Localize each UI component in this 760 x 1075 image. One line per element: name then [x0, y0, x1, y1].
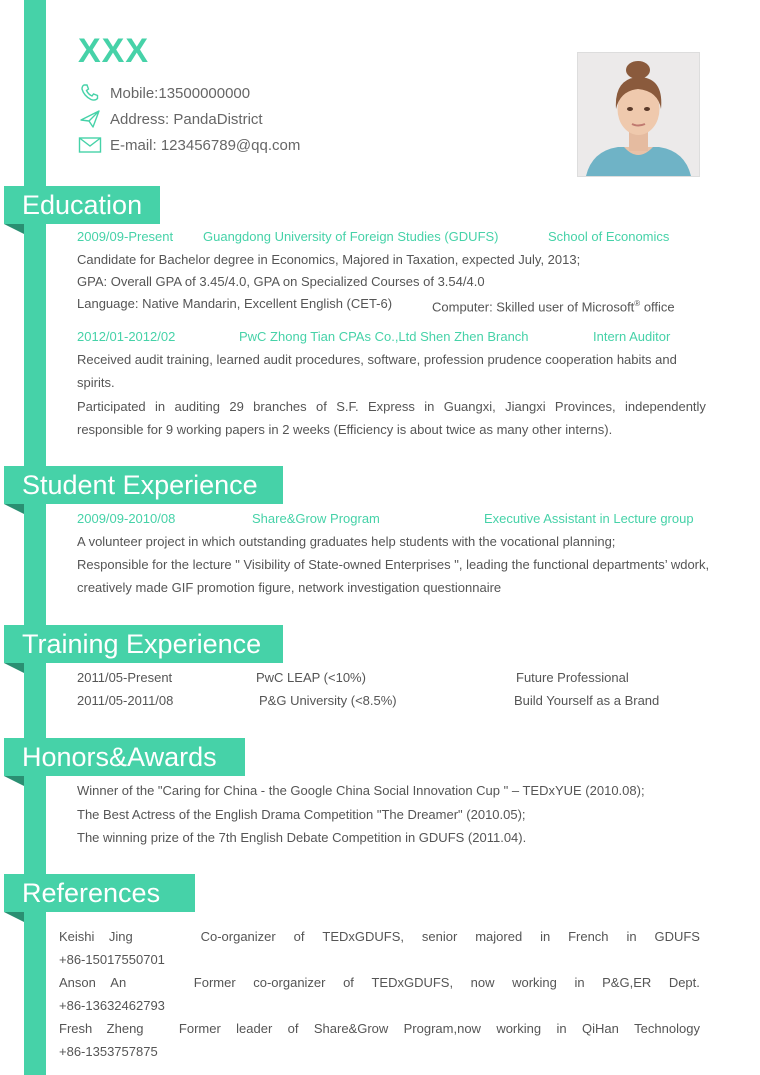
education-computer: Computer: Skilled user of Microsoft® office	[432, 299, 675, 315]
banner-fold	[4, 224, 24, 234]
internship-detail-2: spirits.	[77, 375, 115, 390]
education-language: Language: Native Mandarin, Excellent English (CET-6)	[77, 296, 393, 311]
internship-period: 2012/01-2012/02	[77, 329, 176, 344]
training-period: 2011/05-Present	[77, 670, 173, 685]
internship-detail-4: responsible for 9 working papers in 2 weeks (Efficiency is about twice as many other interns).	[77, 422, 613, 437]
reference-entry	[59, 1020, 700, 1038]
training-name: P&G University (<8.5%)	[259, 693, 397, 708]
reference-word: working	[496, 1021, 542, 1036]
internship-role: Intern Auditor	[593, 329, 671, 344]
honor-item: Winner of the "Caring for China - the Google China Social Innovation Cup " – TEDxYUE (2010.08);	[77, 783, 645, 798]
training-title: Build Yourself as a Brand	[514, 693, 660, 708]
envelope-icon	[78, 134, 102, 156]
reference-phone: +86-15017550701	[59, 952, 165, 967]
candidate-name: XXX	[78, 32, 150, 70]
reference-word: in	[556, 1021, 567, 1036]
reference-word: of	[293, 929, 305, 944]
reference-name: Anson An	[59, 975, 127, 990]
section-banner-honors-awards: Honors&Awards	[4, 738, 245, 776]
reference-entry	[59, 928, 700, 946]
banner-fold	[4, 504, 24, 514]
reference-word: TEDxGDUFS,	[371, 975, 454, 990]
address-text: Address: PandaDistrict	[110, 110, 263, 128]
reference-word: senior	[421, 929, 458, 944]
contact-email	[78, 134, 300, 156]
reference-word: Technology	[634, 1021, 700, 1036]
reference-word: majored	[475, 929, 523, 944]
honor-item: The Best Actress of the English Drama Competition "The Dreamer" (2010.05);	[77, 807, 526, 822]
reference-word: GDUFS	[654, 929, 700, 944]
reference-word: Program,now	[403, 1021, 481, 1036]
reference-name: Fresh Zheng	[59, 1021, 144, 1036]
paper-plane-icon	[78, 108, 102, 130]
education-degree: Candidate for Bachelor degree in Economics, Majored in Taxation, expected July, 2013;	[77, 252, 581, 267]
banner-fold	[4, 776, 24, 786]
contact-address	[78, 108, 263, 130]
reference-word: French	[568, 929, 609, 944]
reference-word: Co-organizer	[200, 929, 276, 944]
reference-word: leader	[236, 1021, 273, 1036]
training-period: 2011/05-2011/08	[77, 693, 174, 708]
left-accent-stripe	[24, 0, 46, 1075]
reference-word: now	[470, 975, 495, 990]
reference-word: Dept.	[668, 975, 700, 990]
reference-phone: +86-13632462793	[59, 998, 165, 1013]
internship-detail-3: Participated in auditing 29 branches of S.F. Express in Guangxi, Jiangxi Provinces, independently	[77, 399, 706, 414]
education-school: Guangdong University of Foreign Studies (GDUFS)	[203, 229, 499, 244]
internship-detail-1: Received audit training, learned audit procedures, software, profession prudence cooperation habits and	[77, 352, 677, 367]
phone-icon	[78, 82, 102, 104]
education-period: 2009/09-Present	[77, 229, 174, 244]
internship-organization: PwC Zhong Tian CPAs Co.,Ltd Shen Zhen Branch	[239, 329, 529, 344]
student-organization: Share&Grow Program	[252, 511, 380, 526]
reference-name: Keishi Jing	[59, 929, 133, 944]
reference-word: co-organizer	[253, 975, 326, 990]
section-banner-training-experience: Training Experience	[4, 625, 283, 663]
banner-fold	[4, 663, 24, 673]
section-banner-education: Education	[4, 186, 160, 224]
reference-word: in	[626, 929, 637, 944]
reference-word: working	[512, 975, 557, 990]
reference-phone: +86-1353757875	[59, 1044, 158, 1059]
mobile-text: Mobile:13500000000	[110, 84, 251, 102]
email-text: E-mail: 123456789@qq.com	[110, 136, 301, 154]
reference-word: Former	[193, 975, 236, 990]
banner-fold	[4, 912, 24, 922]
reference-word: QiHan	[581, 1021, 619, 1036]
contact-mobile	[78, 82, 250, 104]
reference-word: TEDxGDUFS,	[322, 929, 404, 944]
reference-word: in	[540, 929, 551, 944]
reference-word: in	[574, 975, 585, 990]
honor-item: The winning prize of the 7th English Debate Competition in GDUFS (2011.04).	[77, 830, 527, 845]
student-detail-1: A volunteer project in which outstanding graduates help students with the vocational planning;	[77, 534, 616, 549]
training-name: PwC LEAP (<10%)	[256, 670, 366, 685]
student-detail-2: Responsible for the lecture " Visibility of State-owned Enterprises ", leading the functional departments’ wdork,	[77, 557, 710, 572]
education-department: School of Economics	[548, 229, 670, 244]
student-role: Executive Assistant in Lecture group	[484, 511, 694, 526]
reference-word: P&G,ER	[602, 975, 652, 990]
section-banner-student-experience: Student Experience	[4, 466, 283, 504]
education-gpa: GPA: Overall GPA of 3.45/4.0, GPA on Specialized Courses of 3.54/4.0	[77, 274, 485, 289]
reference-word: of	[287, 1021, 299, 1036]
student-period: 2009/09-2010/08	[77, 511, 176, 526]
profile-photo	[577, 52, 700, 177]
reference-word: of	[343, 975, 354, 990]
training-title: Future Professional	[516, 670, 629, 685]
reference-word: Share&Grow	[313, 1021, 389, 1036]
section-banner-references: References	[4, 874, 195, 912]
reference-entry	[59, 974, 700, 992]
student-detail-3: creatively made GIF promotion figure, network investigation questionnaire	[77, 580, 502, 595]
reference-word: Former	[178, 1021, 221, 1036]
